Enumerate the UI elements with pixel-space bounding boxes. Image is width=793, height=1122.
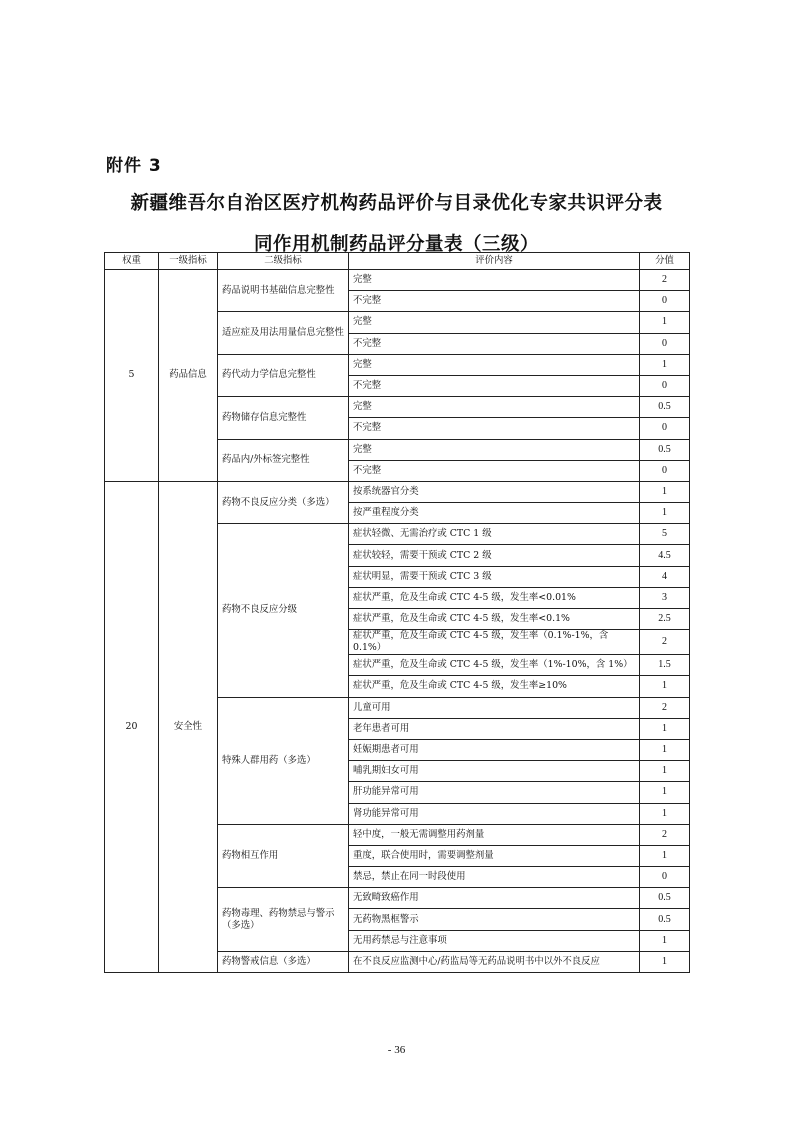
content-cell: 妊娠期患者可用 [349,739,640,760]
score-cell: 0 [640,460,690,481]
content-cell: 肝功能异常可用 [349,782,640,803]
score-cell: 0.5 [640,909,690,930]
score-cell: 1 [640,845,690,866]
content-cell: 症状较轻，需要干预或 CTC 2 级 [349,545,640,566]
content-cell: 症状严重，危及生命或 CTC 4-5 级，发生率≥10% [349,676,640,697]
content-cell: 儿童可用 [349,697,640,718]
score-cell: 1 [640,930,690,951]
content-cell: 无药物黑框警示 [349,909,640,930]
score-cell: 4 [640,566,690,587]
content-cell: 症状明显，需要干预或 CTC 3 级 [349,566,640,587]
secondary-indicator-cell: 特殊人群用药（多选） [218,697,349,824]
content-cell: 不完整 [349,418,640,439]
header-secondary-indicator: 二级指标 [218,253,349,270]
content-cell: 完整 [349,312,640,333]
table-row [105,270,690,291]
content-cell: 无致畸致癌作用 [349,888,640,909]
score-cell: 1 [640,312,690,333]
secondary-indicator-cell: 药物不良反应分级 [218,524,349,697]
page-number: - 36 [387,1044,406,1056]
content-cell: 肾功能异常可用 [349,803,640,824]
weight-cell: 20 [105,481,159,972]
content-cell: 哺乳期妇女可用 [349,761,640,782]
score-cell: 1 [640,951,690,972]
content-cell: 按严重程度分类 [349,503,640,524]
score-cell: 1 [640,761,690,782]
score-cell: 0 [640,418,690,439]
score-cell: 1.5 [640,655,690,676]
score-cell: 0 [640,867,690,888]
score-cell: 0.5 [640,397,690,418]
score-cell: 5 [640,524,690,545]
score-cell: 0.5 [640,888,690,909]
content-cell: 禁忌，禁止在同一时段使用 [349,867,640,888]
score-table [104,252,690,973]
content-cell: 完整 [349,270,640,291]
score-cell: 4.5 [640,545,690,566]
score-cell: 0 [640,291,690,312]
score-cell: 1 [640,803,690,824]
score-cell: 1 [640,354,690,375]
score-cell: 2 [640,824,690,845]
content-cell: 不完整 [349,333,640,354]
content-cell: 轻中度，一般无需调整用药剂量 [349,824,640,845]
content-cell: 症状严重，危及生命或 CTC 4-5 级，发生率<0.01% [349,587,640,608]
score-cell: 2 [640,697,690,718]
score-cell: 2.5 [640,609,690,630]
secondary-indicator-cell: 药品内/外标签完整性 [218,439,349,481]
content-cell: 无用药禁忌与注意事项 [349,930,640,951]
header-score: 分值 [640,253,690,270]
content-cell: 症状严重，危及生命或 CTC 4-5 级，发生率（1%-10%，含 1%） [349,655,640,676]
secondary-indicator-cell: 药物不良反应分类（多选） [218,481,349,523]
header-primary-indicator: 一级指标 [159,253,218,270]
primary-indicator-cell: 安全性 [159,481,218,972]
table-title: 同作用机制药品评分量表（三级） [253,234,539,255]
attachment-label: 附件 3 [106,156,162,176]
content-cell: 完整 [349,397,640,418]
score-cell: 1 [640,782,690,803]
content-cell: 完整 [349,439,640,460]
score-cell: 3 [640,587,690,608]
score-cell: 1 [640,676,690,697]
score-cell: 1 [640,503,690,524]
table-header-row [105,253,690,270]
score-cell: 1 [640,718,690,739]
content-cell: 在不良反应监测中心/药监局等无药品说明书中以外不良反应 [349,951,640,972]
secondary-indicator-cell: 药代动力学信息完整性 [218,354,349,396]
score-cell: 0.5 [640,439,690,460]
content-cell: 不完整 [349,460,640,481]
secondary-indicator-cell: 药物相互作用 [218,824,349,888]
secondary-indicator-cell: 药物警戒信息（多选） [218,951,349,972]
header-weight: 权重 [105,253,159,270]
document-title: 新疆维吾尔自治区医疗机构药品评价与目录优化专家共识评分表 [130,193,663,214]
header-content: 评价内容 [349,253,640,270]
primary-indicator-cell: 药品信息 [159,270,218,482]
secondary-indicator-cell: 适应症及用法用量信息完整性 [218,312,349,354]
secondary-indicator-cell: 药物储存信息完整性 [218,397,349,439]
secondary-indicator-cell: 药品说明书基础信息完整性 [218,270,349,312]
content-cell: 不完整 [349,291,640,312]
score-cell: 0 [640,375,690,396]
content-cell: 重度，联合使用时，需要调整剂量 [349,845,640,866]
score-cell: 1 [640,481,690,502]
content-cell: 不完整 [349,375,640,396]
content-cell: 老年患者可用 [349,718,640,739]
content-cell: 完整 [349,354,640,375]
content-cell: 症状严重，危及生命或 CTC 4-5 级，发生率（0.1%-1%，含 0.1%） [349,630,640,655]
weight-cell: 5 [105,270,159,482]
secondary-indicator-cell: 药物毒理、药物禁忌与警示（多选） [218,888,349,952]
score-cell: 2 [640,630,690,655]
content-cell: 按系统器官分类 [349,481,640,502]
score-cell: 0 [640,333,690,354]
content-cell: 症状轻微、无需治疗或 CTC 1 级 [349,524,640,545]
content-cell: 症状严重，危及生命或 CTC 4-5 级，发生率<0.1% [349,609,640,630]
score-cell: 2 [640,270,690,291]
score-cell: 1 [640,739,690,760]
table-row [105,481,690,502]
